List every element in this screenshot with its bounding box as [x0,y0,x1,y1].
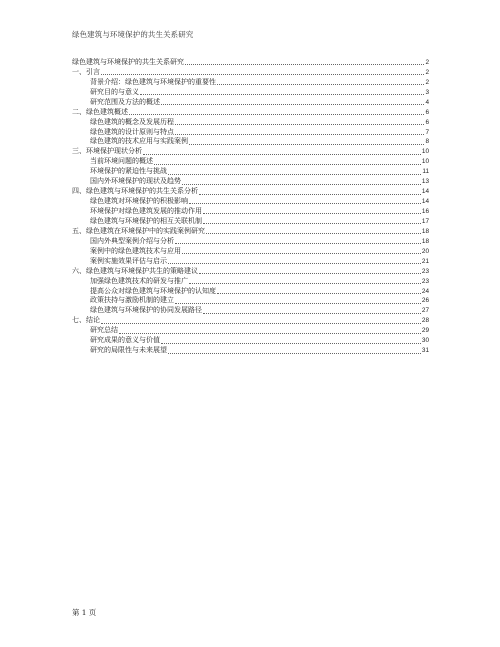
toc-entry-page: 17 [421,217,429,225]
toc-entry[interactable] [72,277,429,287]
toc-leader-dots [203,313,421,314]
toc-entry-page: 14 [421,188,429,196]
toc-leader-dots [168,353,421,354]
toc-entry-page: 6 [425,108,429,116]
toc-entry[interactable] [72,237,429,247]
toc-leader-dots [217,84,424,85]
toc-entry[interactable] [72,267,429,277]
toc-entry-title: 三、环境保护现状分析 [72,147,142,156]
toc-entry-page: 26 [421,297,429,305]
toc-entry-title: 政策扶持与激励机制的建立 [90,296,174,305]
toc-entry-title: 国内外典型案例介绍与分析 [90,236,174,245]
toc-entry-page: 8 [425,138,429,146]
toc-entry-page: 13 [421,178,429,186]
toc-entry-page: 14 [421,198,429,206]
toc-entry[interactable] [72,138,429,148]
toc-entry-page: 23 [421,267,429,275]
toc-leader-dots [154,164,421,165]
toc-entry-page: 30 [421,337,429,345]
toc-entry-title: 研究的局限性与未来展望 [90,346,167,355]
toc-entry[interactable] [72,177,429,187]
toc-entry[interactable] [72,257,429,267]
toc-entry[interactable] [72,197,429,207]
toc-entry-title: 研究成果的意义与价值 [90,336,160,345]
toc-entry-title: 绿色建筑的技术应用与实践案例 [90,137,188,146]
toc-entry[interactable] [72,118,429,128]
toc-leader-dots [203,213,421,214]
toc-entry-title: 研究总结 [90,326,118,335]
toc-leader-dots [140,94,424,95]
toc-entry[interactable] [72,287,429,297]
toc-leader-dots [199,273,421,274]
page-header: 绿色建筑与环境保护的共生关系研究 [72,30,194,39]
table-of-contents [72,58,429,356]
toc-entry-page: 4 [425,98,429,106]
toc-entry[interactable] [72,98,429,108]
toc-entry[interactable] [72,346,429,356]
toc-entry-title: 绿色建筑与环境保护的协同发展路径 [90,306,202,315]
toc-leader-dots [161,343,421,344]
toc-entry[interactable] [72,108,429,118]
toc-leader-dots [168,263,421,264]
toc-entry-page: 28 [421,317,429,325]
toc-leader-dots [101,323,421,324]
toc-leader-dots [189,144,424,145]
toc-leader-dots [182,253,421,254]
toc-leader-dots [129,114,424,115]
toc-entry[interactable] [72,58,429,68]
toc-leader-dots [185,64,424,65]
toc-entry[interactable] [72,167,429,177]
toc-leader-dots [101,74,424,75]
toc-entry-page: 11 [422,168,429,176]
toc-leader-dots [175,124,424,125]
toc-entry-title: 提高公众对绿色建筑与环境保护的认知度 [90,286,216,295]
toc-entry-title: 研究目的与意义 [90,87,139,96]
toc-entry-page: 2 [425,58,429,66]
toc-entry-page: 31 [421,347,429,355]
toc-entry[interactable] [72,128,429,138]
toc-entry[interactable] [72,227,429,237]
toc-leader-dots [168,174,421,175]
toc-entry-page: 6 [425,118,429,126]
toc-entry-title: 环境保护对绿色建筑发展的推动作用 [90,207,202,216]
toc-entry[interactable] [72,78,429,88]
toc-entry-title: 案例中的绿色建筑技术与应用 [90,246,181,255]
toc-entry-page: 10 [421,148,429,156]
toc-entry-title: 七、结论 [72,316,100,325]
toc-leader-dots [206,233,421,234]
toc-leader-dots [189,203,421,204]
toc-entry[interactable] [72,336,429,346]
toc-entry-title: 环境保护的紧迫性与挑战 [90,167,167,176]
toc-leader-dots [175,303,421,304]
toc-entry-title: 研究范围及方法的概述 [90,97,160,106]
toc-entry-title: 案例实施效果评估与启示 [90,256,167,265]
toc-entry-page: 18 [421,227,429,235]
toc-entry-title: 绿色建筑对环境保护的积极影响 [90,197,188,206]
toc-entry-page: 29 [421,327,429,335]
toc-entry-title: 四、绿色建筑与环境保护的共生关系分析 [72,187,198,196]
toc-entry-page: 21 [421,257,429,265]
toc-entry[interactable] [72,217,429,227]
toc-entry-title: 二、绿色建筑概述 [72,107,128,116]
toc-entry-title: 绿色建筑与环境保护的相互关联机制 [90,216,202,225]
toc-entry-page: 7 [425,128,429,136]
toc-entry[interactable] [72,187,429,197]
toc-entry-title: 一、引言 [72,67,100,76]
toc-entry-title: 绿色建筑的设计原则与特点 [90,127,174,136]
toc-leader-dots [175,134,424,135]
toc-entry-title: 当前环境问题的概述 [90,157,153,166]
toc-entry[interactable] [72,207,429,217]
toc-leader-dots [182,184,421,185]
toc-entry-title: 加强绿色建筑技术的研发与推广 [90,276,188,285]
toc-entry[interactable] [72,306,429,316]
toc-entry[interactable] [72,247,429,257]
page-number: 第 1 页 [72,608,97,617]
toc-entry-page: 20 [421,247,429,255]
toc-entry-page: 23 [421,277,429,285]
toc-entry-page: 2 [425,78,429,86]
toc-entry-title: 绿色建筑的概念及发展历程 [90,117,174,126]
toc-entry-title: 背景介绍：绿色建筑与环境保护的重要性 [90,77,216,86]
toc-entry[interactable] [72,157,429,167]
toc-entry[interactable] [72,147,429,157]
toc-leader-dots [199,194,421,195]
toc-entry-title: 六、绿色建筑与环境保护共生的策略建议 [72,266,198,275]
toc-entry-title: 五、绿色建筑在环境保护中的实践案例研究 [72,226,205,235]
toc-entry[interactable] [72,297,429,307]
toc-leader-dots [203,223,421,224]
toc-entry[interactable] [72,88,429,98]
toc-entry-page: 24 [421,287,429,295]
toc-entry[interactable] [72,316,429,326]
toc-entry-title: 绿色建筑与环境保护的共生关系研究 [72,57,184,66]
toc-entry-page: 2 [425,68,429,76]
toc-entry-page: 27 [421,307,429,315]
toc-leader-dots [189,283,421,284]
toc-entry-page: 16 [421,208,429,216]
toc-entry-title: 国内外环境保护的现状及趋势 [90,177,181,186]
toc-leader-dots [217,293,421,294]
toc-entry[interactable] [72,68,429,78]
toc-entry[interactable] [72,326,429,336]
toc-entry-page: 3 [425,88,429,96]
toc-entry-page: 10 [421,158,429,166]
toc-leader-dots [161,104,424,105]
toc-leader-dots [119,333,421,334]
toc-leader-dots [175,243,421,244]
toc-entry-page: 18 [421,237,429,245]
toc-leader-dots [143,154,421,155]
